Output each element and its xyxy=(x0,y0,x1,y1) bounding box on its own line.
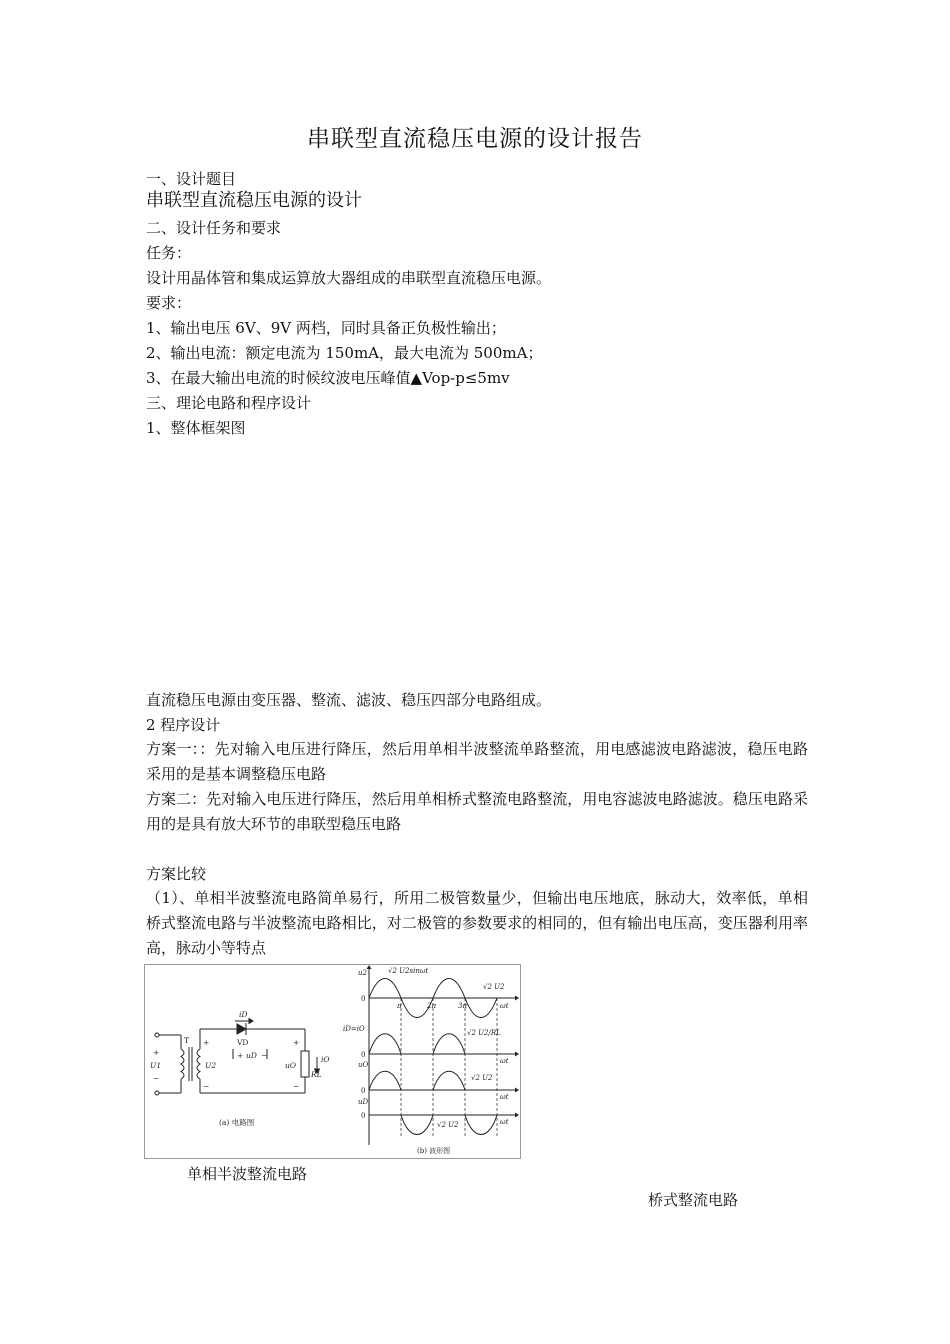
text-line: 任务： xyxy=(146,244,192,262)
label-U2: U2 xyxy=(205,1061,217,1070)
label-plus: + xyxy=(293,1038,300,1047)
requirement-item: 1、输出电压 6V、9V 两档，同时具备正负极性输出； xyxy=(146,319,506,337)
label-peak: √2 U2 xyxy=(437,1121,459,1129)
label-u2: u2 xyxy=(358,969,367,977)
section-heading: 一、设计题目 xyxy=(146,170,237,188)
label-T: T xyxy=(184,1036,190,1045)
label-wt: ωt xyxy=(500,1057,509,1065)
label-u2-formula: √2 U2sinωt xyxy=(388,967,429,975)
caption-bridge: 桥式整流电路 xyxy=(648,1191,739,1209)
label-RL: RL xyxy=(311,1070,322,1079)
label-minus: − xyxy=(293,1082,300,1091)
label-plus: + xyxy=(203,1038,210,1047)
subsection-heading: 1、整体框架图 xyxy=(146,419,246,437)
label-zero: 0 xyxy=(361,1051,366,1059)
label-minus: − xyxy=(153,1074,160,1083)
label-plus: + xyxy=(153,1048,160,1057)
label-peak-current: √2 U2/RL xyxy=(467,1029,501,1037)
waveform-diagram xyxy=(369,967,515,1145)
label-wt: ωt xyxy=(500,1118,509,1126)
label-wt: ωt xyxy=(500,1093,509,1101)
label-uD: uD xyxy=(246,1051,257,1060)
label-2pi: 2π xyxy=(427,1002,437,1010)
scheme-two-paragraph: 方案二：先对输入电压进行降压，然后用单相桥式整流电路整流，用电容滤波电路滤波。稳压电路采用的是具有放大环节的串联型稳压电路 xyxy=(146,790,808,833)
label-pi: π xyxy=(397,1002,402,1010)
label-3pi: 3π xyxy=(458,1002,468,1010)
label-plus: + xyxy=(237,1051,244,1060)
label-VD: VD xyxy=(237,1038,249,1047)
subsection-heading: 2 程序设计 xyxy=(146,716,221,734)
label-iD: iD xyxy=(239,1010,248,1019)
label-U1: U1 xyxy=(150,1061,162,1070)
label-zero: 0 xyxy=(361,1112,366,1120)
label-iD-iO: iD=iO xyxy=(343,1025,365,1033)
label-peak: √2 U2 xyxy=(471,1074,493,1082)
page-title: 串联型直流稳压电源的设计报告 xyxy=(307,126,643,152)
design-topic: 串联型直流稳压电源的设计 xyxy=(146,190,362,211)
text-line: 要求： xyxy=(146,294,192,312)
text-line: 直流稳压电源由变压器、整流、滤波、稳压四部分电路组成。 xyxy=(146,691,552,709)
waveform-labels xyxy=(343,967,509,1155)
label-minus: − xyxy=(261,1051,268,1060)
label-uD: uD xyxy=(358,1098,369,1106)
comparison-paragraph: （1）、单相半波整流电路简单易行，所用二极管数量少，但输出电压地底，脉动大，效率低，单相桥式整流电路与半波整流电路相比，对二极管的参数要求的相同的，但有输出电压高，变压器利用率高，脉动小等特点 xyxy=(146,889,808,957)
label-peak: √2 U2 xyxy=(483,983,505,991)
requirement-item: 3、在最大输出电流的时候纹波电压峰值▲Vop-p≤5mv xyxy=(146,369,510,387)
half-wave-rectifier-figure xyxy=(144,964,521,1159)
label-uO: uO xyxy=(358,1061,369,1069)
label-iO: iO xyxy=(321,1055,330,1064)
waveform-caption: (b) 波形图 xyxy=(417,1147,451,1155)
requirement-item: 2、输出电流：额定电流为 150mA，最大电流为 500mA； xyxy=(146,344,543,362)
label-uO: uO xyxy=(285,1061,296,1070)
label-zero: 0 xyxy=(361,1087,366,1095)
caption-half-wave: 单相半波整流电路 xyxy=(187,1165,308,1183)
scheme-one-paragraph: 方案一：：先对输入电压进行降压，然后用单相半波整流单路整流，用电感滤波电路滤波，稳压电路采用的是基本调整稳压电路 xyxy=(146,740,808,783)
label-minus: − xyxy=(203,1082,210,1091)
section-heading: 二、设计任务和要求 xyxy=(146,219,282,237)
circuit-caption: (a) 电路图 xyxy=(219,1118,255,1127)
rectifier-diagram xyxy=(145,965,520,1158)
text-line: 设计用晶体管和集成运算放大器组成的串联型直流稳压电源。 xyxy=(146,269,552,287)
label-zero: 0 xyxy=(361,995,366,1003)
label-wt: ωt xyxy=(500,1002,509,1010)
section-heading: 三、理论电路和程序设计 xyxy=(146,394,312,412)
subsection-heading: 方案比较 xyxy=(146,865,207,883)
